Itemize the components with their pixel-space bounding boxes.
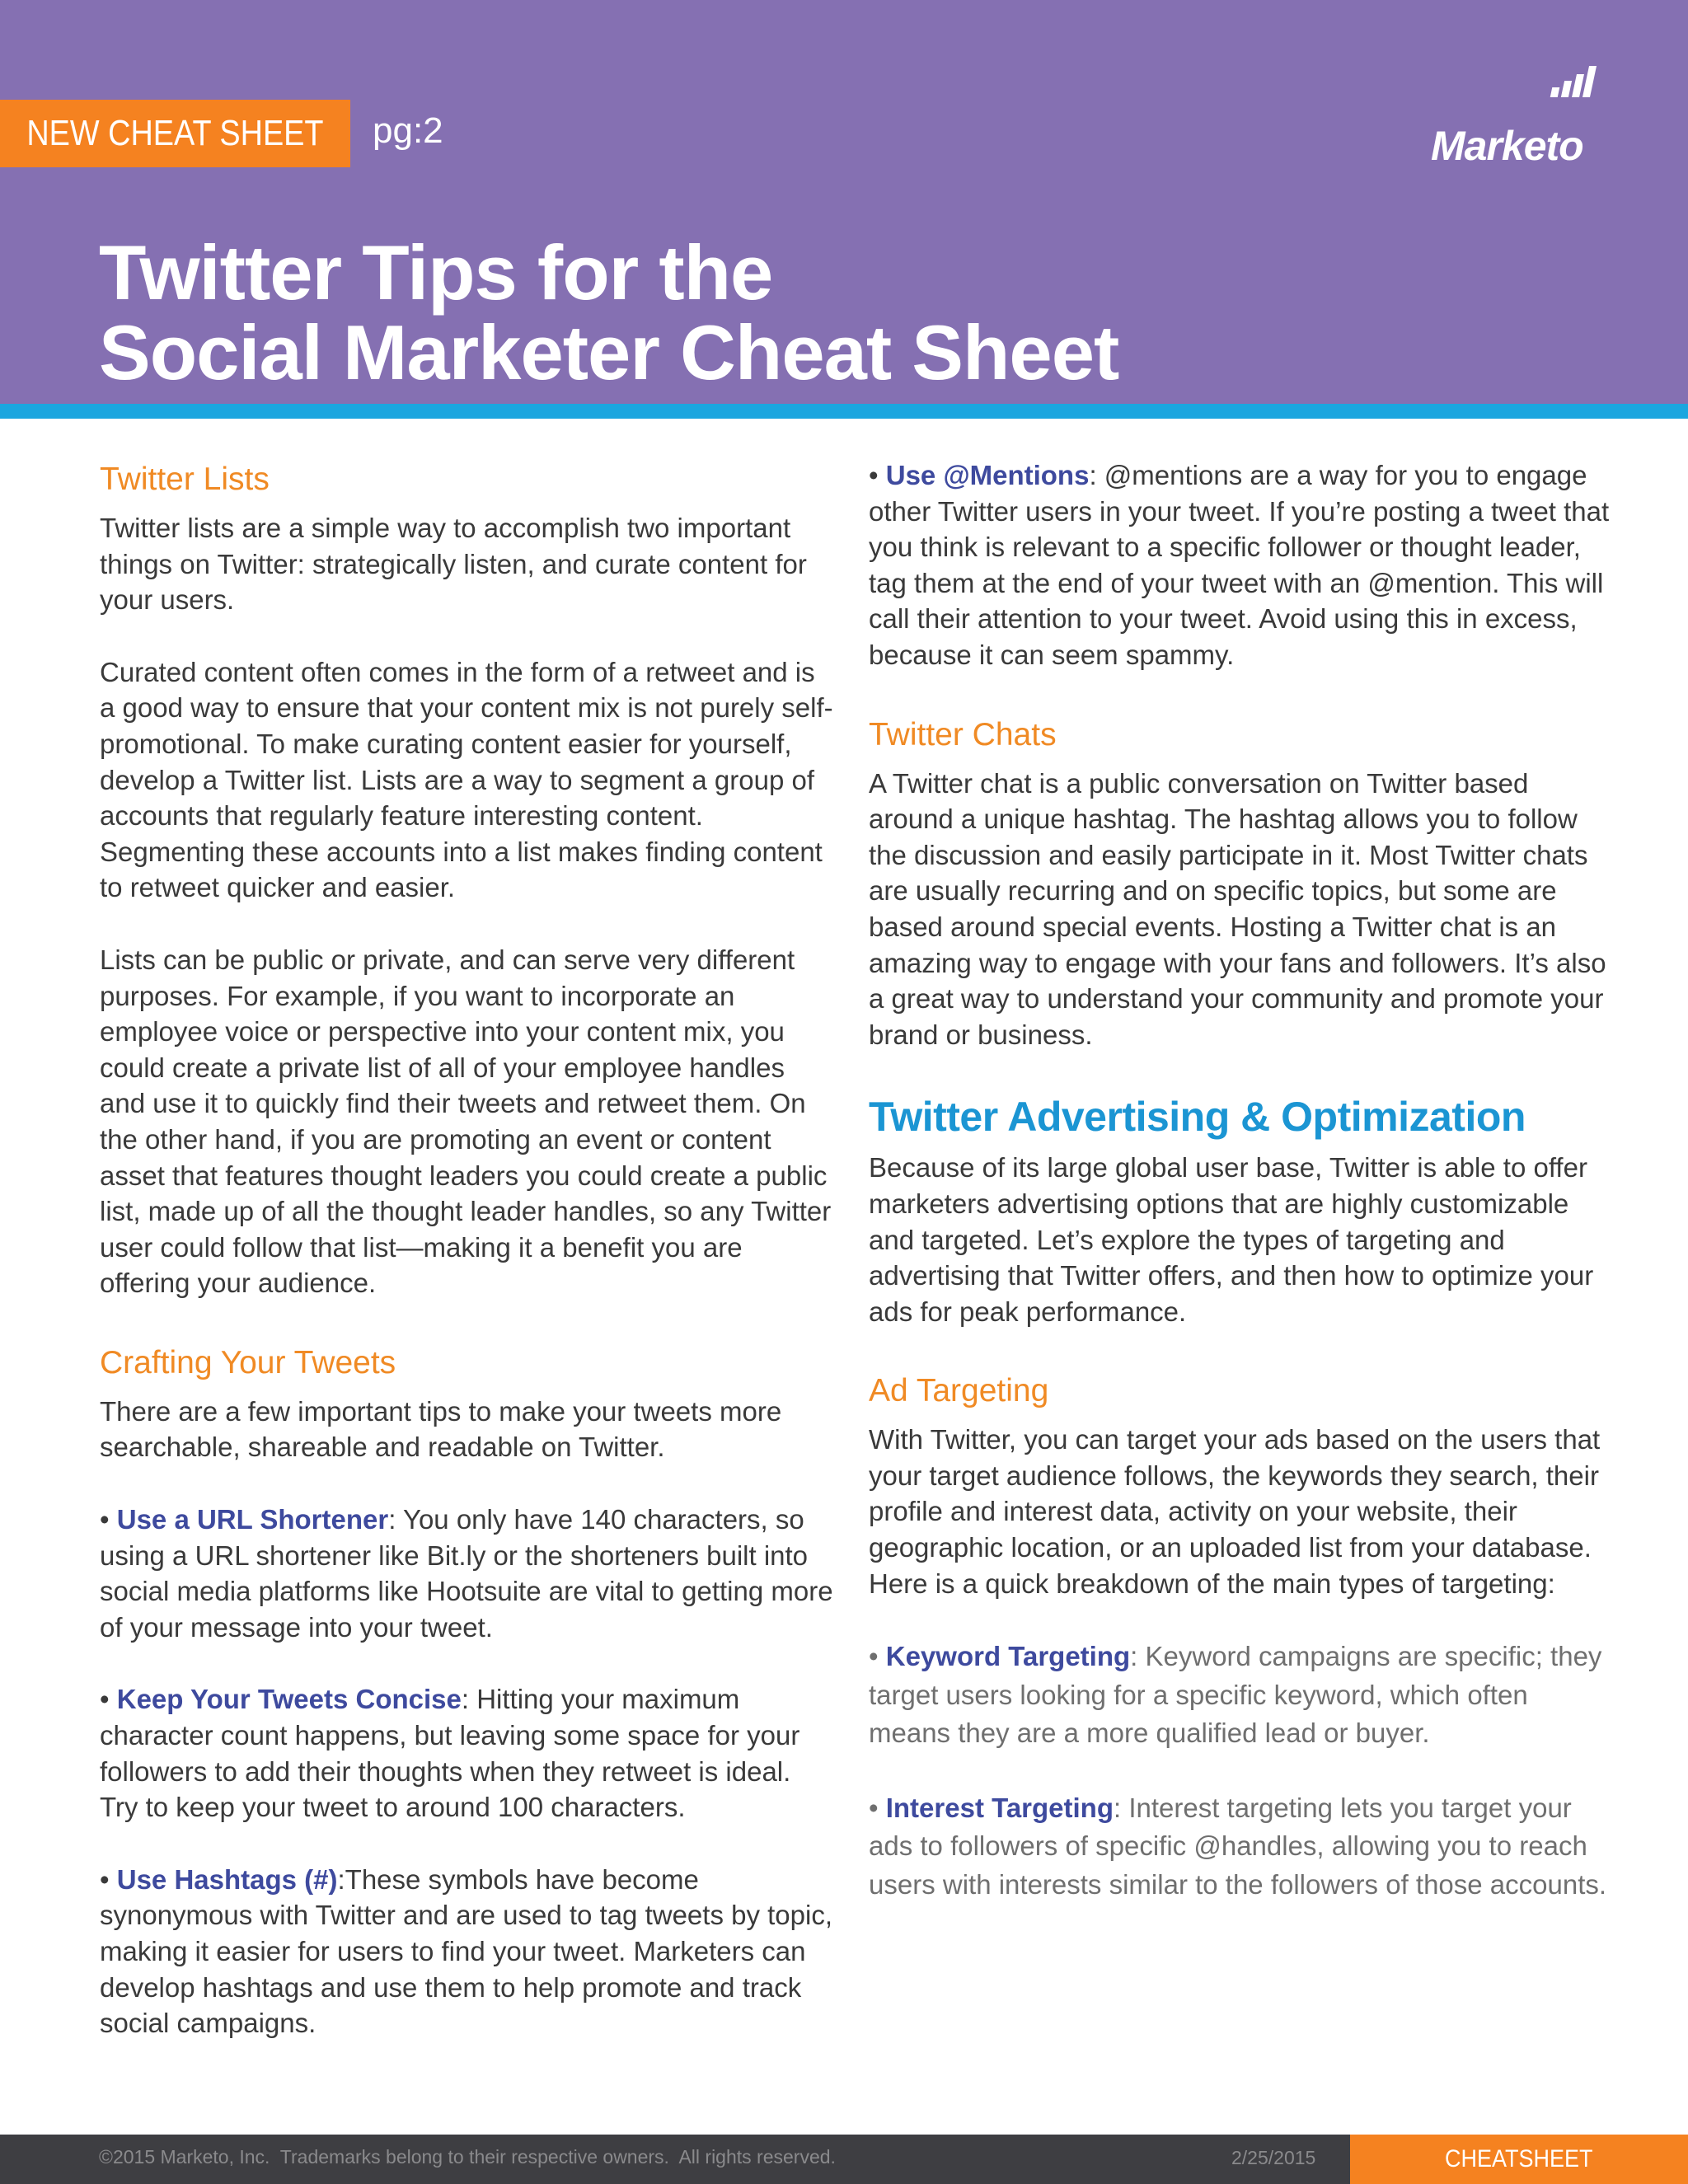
lists-paragraph-1: Twitter lists are a simple way to accomplish two important things on Twitter: strategically listen, and curate content for your users. bbox=[100, 513, 807, 616]
footer-cheatsheet-label: CHEATSHEET bbox=[1350, 2135, 1688, 2184]
title-line-1: Twitter Tips for the bbox=[99, 229, 773, 316]
page-title bbox=[99, 229, 1119, 396]
twitter-lists-heading: Twitter Lists bbox=[100, 462, 270, 497]
tip-concise-term: Keep Your Tweets Concise bbox=[116, 1684, 462, 1715]
targeting-paragraph: With Twitter, you can target your ads based on the users that your target audience follows, the keywords they search, their profile and interest data, activity on your website, their geographic location, or an uploaded list from your database. Here is a quick breakdown of the main types of targeting: bbox=[869, 1424, 1601, 1599]
right-column bbox=[869, 457, 1611, 1904]
crafting-tweets-heading: Crafting Your Tweets bbox=[100, 1344, 396, 1380]
cheat-sheet-badge: NEW CHEAT SHEET bbox=[0, 100, 350, 167]
marketo-logo bbox=[1431, 97, 1587, 171]
keyword-targeting: • Keyword Targeting: Keyword campaigns are specific; they target users looking for a specific keyword, which often means they are a more qualified lead or buyer. bbox=[869, 1641, 1602, 1749]
tip-concise: • Keep Your Tweets Concise: Hitting your maximum character count happens, but leaving some space for your followers to add their thoughts when they retweet is ideal. Try to keep your tweet to around 100 characters. bbox=[100, 1684, 800, 1823]
tip-mentions-term: Use @Mentions bbox=[885, 460, 1090, 490]
tip-hashtags-term: Use Hashtags (#) bbox=[116, 1863, 338, 1895]
tip-mentions: • Use @Mentions: @mentions are a way for you to engage other Twitter users in your tweet. If you’re posting a tweet that you think is relevant to a specific follower or thought leader, tag them at the end of your tweet with an @mention. This will call their attention to your tweet. Avoid using this in excess, because it can seem spammy. bbox=[869, 460, 1610, 670]
advertising-paragraph: Because of its large global user base, Twitter is able to offer marketers advertising options that are highly customizable and targeted. Let’s explore the types of targeting and advertising that Twitter offers, and then how to optimize your ads for peak performance. bbox=[869, 1152, 1594, 1327]
ad-targeting-heading: Ad Targeting bbox=[869, 1373, 1049, 1409]
advertising-heading: Twitter Advertising & Optimization bbox=[869, 1094, 1526, 1141]
tip-hashtags: • Use Hashtags (#):These symbols have become synonymous with Twitter and are used to tag tweets by topic, making it easier for users to find your tweet. Marketers can develop hashtags and use them to help promote and track social campaigns. bbox=[100, 1863, 833, 2039]
title-line-2: Social Marketer Cheat Sheet bbox=[99, 309, 1119, 396]
interest-targeting-term: Interest Targeting bbox=[885, 1792, 1114, 1823]
tip-url-shortener: • Use a URL Shortener: You only have 140 characters, so using a URL shortener like Bit.ly or the shorteners built into social media platforms like Hootsuite are vital to getting more of your message into your tweet. bbox=[100, 1504, 833, 1643]
lists-paragraph-2: Curated content often comes in the form of a retweet and is a good way to ensure that your content mix is not purely self-promotional. To make curating content easier for yourself, develop a Twitter list. Lists are a way to segment a group of accounts that regularly feature interesting content. Segmenting these accounts into a list makes finding content to retweet quicker and easier. bbox=[100, 656, 833, 903]
footer-copyright: ©2015 Marketo, Inc. Trademarks belong to their respective owners. All rights reserved. bbox=[99, 2146, 836, 2168]
keyword-targeting-term: Keyword Targeting bbox=[885, 1641, 1131, 1672]
chats-paragraph: A Twitter chat is a public conversation on Twitter based around a unique hashtag. The hashtag allows you to follow the discussion and easily participate in it. Most Twitter chats are usually recurring and on specific topics, but some are based around special events. Hosting a Twitter chat is an amazing way to engage with your fans and followers. It’s also a great way to understand your community and promote your brand or business. bbox=[869, 767, 1606, 1050]
tip-url-shortener-term: Use a URL Shortener bbox=[116, 1504, 389, 1535]
crafting-paragraph: There are a few important tips to make your tweets more searchable, shareable and readable on Twitter. bbox=[100, 1395, 782, 1463]
footer-date: 2/25/2015 bbox=[1231, 2147, 1316, 2168]
page-number: pg:2 bbox=[373, 110, 443, 151]
twitter-chats-heading: Twitter Chats bbox=[869, 716, 1057, 752]
interest-targeting: • Interest Targeting: Interest targeting lets you target your ads to followers of specific @handles, allowing you to reach users with interests similar to the followers of those accounts. bbox=[869, 1792, 1607, 1900]
lists-paragraph-3: Lists can be public or private, and can serve very different purposes. For example, if you want to incorporate an employee voice or perspective into your content mix, you could create a private list of all of your employee handles and use it to quickly find their tweets and retweet them. On the other hand, if you are promoting an event or content asset that features thought leaders you could create a public list, made up of all the thought leader handles, so any Twitter user could follow that list—making it a benefit you are offering your audience. bbox=[100, 944, 832, 1299]
left-column bbox=[100, 457, 833, 2041]
header-divider bbox=[0, 404, 1688, 419]
logo-wordmark: Marketo bbox=[1431, 123, 1583, 169]
